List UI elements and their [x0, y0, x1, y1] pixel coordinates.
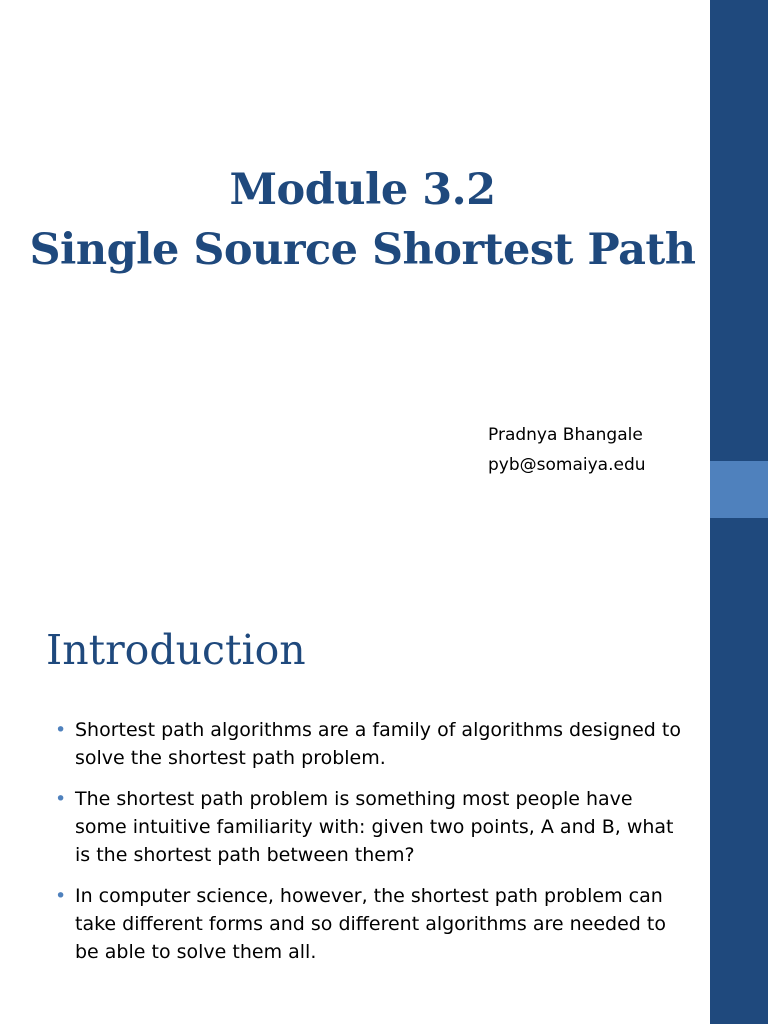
- introduction-heading: Introduction: [46, 626, 306, 674]
- bullet-list: [52, 716, 682, 979]
- author-email: pyb@somaiya.edu: [488, 455, 646, 475]
- topic-title: Single Source Shortest Path: [29, 225, 696, 275]
- bullet-icon: •: [55, 719, 67, 741]
- author-name: Pradnya Bhangale: [488, 425, 643, 445]
- slide-title: [0, 160, 725, 280]
- list-item: [52, 716, 682, 772]
- author-info: [488, 420, 646, 480]
- bullet-text: Shortest path algorithms are a family of algorithms designed to solve the shortest path problem.: [75, 719, 681, 769]
- side-accent-decoration: [710, 461, 768, 518]
- introduction-slide: [0, 512, 768, 1024]
- module-number-title: Module 3.2: [229, 165, 496, 215]
- bullet-icon: •: [55, 885, 67, 907]
- bullet-text: The shortest path problem is something most people have some intuitive familiarity with: given two points, A and B, what is the shortest path between them?: [75, 788, 674, 866]
- bullet-text: In computer science, however, the shortest path problem can take different forms and so different algorithms are needed to be able to solve them all.: [75, 885, 666, 963]
- list-item: [52, 882, 682, 966]
- list-item: [52, 785, 682, 869]
- bullet-icon: •: [55, 788, 67, 810]
